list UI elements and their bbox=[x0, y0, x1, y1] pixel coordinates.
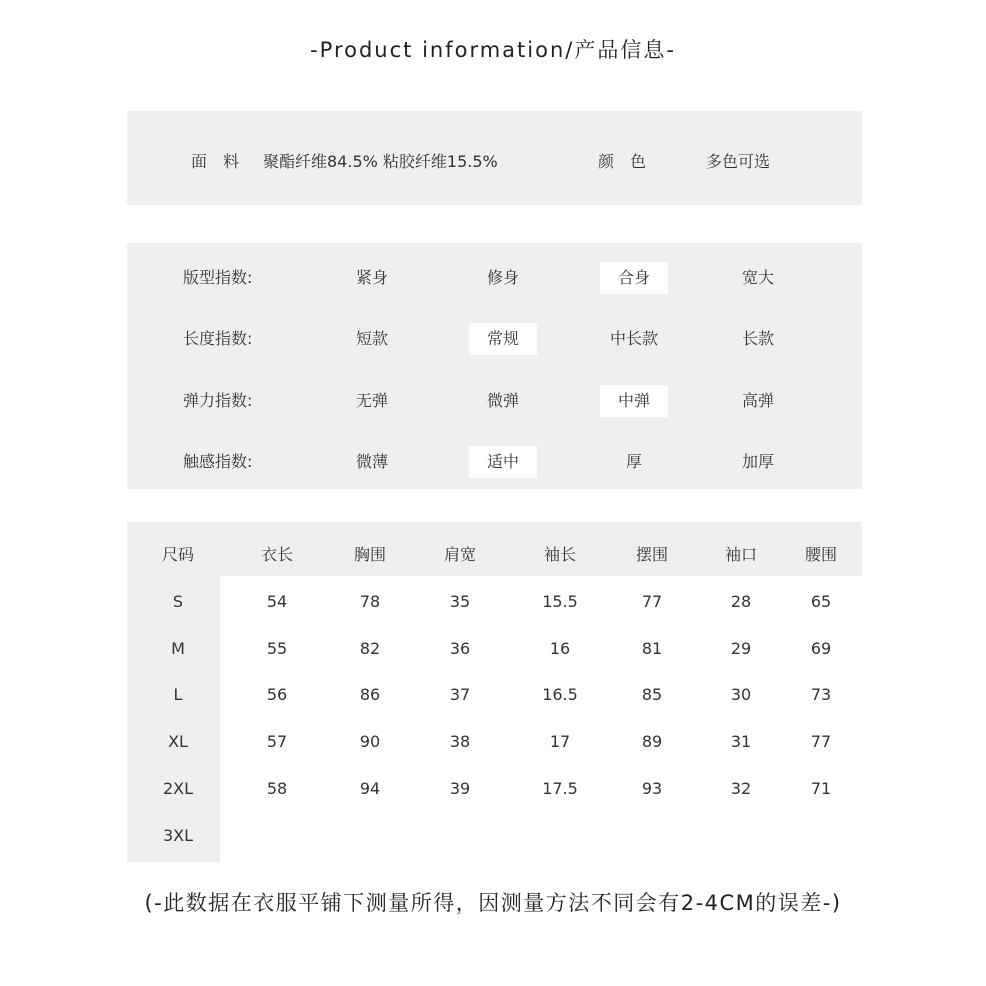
size-table-cell: 29 bbox=[730, 639, 752, 658]
fit-option: 中长款 bbox=[609, 329, 658, 348]
size-table-cell: 16.5 bbox=[542, 685, 578, 704]
size-table-cell: 17 bbox=[549, 732, 571, 751]
size-table-body-background bbox=[220, 576, 862, 862]
size-label: S bbox=[172, 592, 184, 611]
size-table-cell: 78 bbox=[359, 592, 381, 611]
fit-index-row bbox=[127, 323, 862, 355]
fit-option-selected: 常规 bbox=[469, 323, 537, 355]
size-table-cell: 57 bbox=[266, 732, 288, 751]
size-table-header: 胸围 bbox=[353, 545, 386, 564]
size-table-cell: 56 bbox=[266, 685, 288, 704]
fit-option: 宽大 bbox=[741, 268, 774, 287]
fabric-label: 面 料 bbox=[191, 152, 240, 171]
size-table-cell: 89 bbox=[641, 732, 663, 751]
size-table-header: 肩宽 bbox=[443, 545, 476, 564]
fabric-info-panel bbox=[127, 111, 862, 205]
size-table-cell: 85 bbox=[641, 685, 663, 704]
size-table-cell: 71 bbox=[810, 779, 832, 798]
size-table-header: 摆围 bbox=[635, 545, 668, 564]
fit-option: 长款 bbox=[741, 329, 774, 348]
size-table-header: 袖口 bbox=[724, 545, 757, 564]
size-table-header: 袖长 bbox=[543, 545, 576, 564]
size-table-header: 腰围 bbox=[804, 545, 837, 564]
size-label: L bbox=[173, 685, 183, 704]
size-table-cell: 77 bbox=[810, 732, 832, 751]
size-label: 2XL bbox=[162, 779, 194, 798]
fit-option: 加厚 bbox=[741, 452, 774, 471]
fabric-value: 聚酯纤维84.5% 粘胶纤维15.5% bbox=[263, 152, 498, 171]
size-label: M bbox=[171, 639, 185, 658]
size-table-cell: 77 bbox=[641, 592, 663, 611]
size-table-cell: 73 bbox=[810, 685, 832, 704]
fit-option: 紧身 bbox=[355, 268, 388, 287]
fit-index-label: 版型指数: bbox=[183, 268, 253, 287]
fit-index-label: 触感指数: bbox=[183, 452, 253, 471]
size-table-cell: 69 bbox=[810, 639, 832, 658]
fit-option: 厚 bbox=[625, 452, 642, 471]
size-table-header: 尺码 bbox=[161, 545, 194, 564]
fit-option: 微弹 bbox=[486, 391, 519, 410]
fit-option: 修身 bbox=[486, 268, 519, 287]
fit-index-label: 弹力指数: bbox=[183, 391, 253, 410]
size-table-cell: 17.5 bbox=[542, 779, 578, 798]
size-table-cell: 93 bbox=[641, 779, 663, 798]
color-value: 多色可选 bbox=[706, 152, 771, 171]
size-table-cell: 54 bbox=[266, 592, 288, 611]
fit-option-selected: 中弹 bbox=[600, 385, 668, 417]
size-table-cell: 94 bbox=[359, 779, 381, 798]
size-table-cell: 86 bbox=[359, 685, 381, 704]
size-table-cell: 58 bbox=[266, 779, 288, 798]
fit-option: 高弹 bbox=[741, 391, 774, 410]
page-title: -Product information/产品信息- bbox=[310, 38, 676, 62]
size-table-cell: 15.5 bbox=[542, 592, 578, 611]
fit-index-label: 长度指数: bbox=[183, 329, 253, 348]
size-table-cell: 81 bbox=[641, 639, 663, 658]
size-table-cell: 37 bbox=[449, 685, 471, 704]
measurement-note: (-此数据在衣服平铺下测量所得，因测量方法不同会有2-4CM的误差-) bbox=[144, 891, 842, 915]
size-table-cell: 55 bbox=[266, 639, 288, 658]
size-table-cell: 38 bbox=[449, 732, 471, 751]
size-table-cell: 30 bbox=[730, 685, 752, 704]
color-label: 颜 色 bbox=[598, 152, 647, 171]
size-table-cell: 16 bbox=[549, 639, 571, 658]
size-table-header: 衣长 bbox=[260, 545, 293, 564]
fit-index-row bbox=[127, 385, 862, 417]
size-table-cell: 28 bbox=[730, 592, 752, 611]
size-table-cell: 82 bbox=[359, 639, 381, 658]
fit-option-selected: 适中 bbox=[469, 446, 537, 478]
fit-option: 微薄 bbox=[355, 452, 388, 471]
fit-index-panel bbox=[127, 243, 862, 489]
size-table bbox=[127, 522, 862, 862]
size-table-cell: 65 bbox=[810, 592, 832, 611]
size-table-cell: 36 bbox=[449, 639, 471, 658]
fit-index-row bbox=[127, 262, 862, 294]
size-table-cell: 90 bbox=[359, 732, 381, 751]
fit-option-selected: 合身 bbox=[600, 262, 668, 294]
size-table-cell: 31 bbox=[730, 732, 752, 751]
fit-index-row bbox=[127, 446, 862, 478]
size-table-cell: 35 bbox=[449, 592, 471, 611]
fit-option: 短款 bbox=[355, 329, 388, 348]
size-label: XL bbox=[168, 732, 188, 751]
size-table-cell: 32 bbox=[730, 779, 752, 798]
size-label: 3XL bbox=[162, 826, 194, 845]
fit-option: 无弹 bbox=[355, 391, 388, 410]
size-table-cell: 39 bbox=[449, 779, 471, 798]
